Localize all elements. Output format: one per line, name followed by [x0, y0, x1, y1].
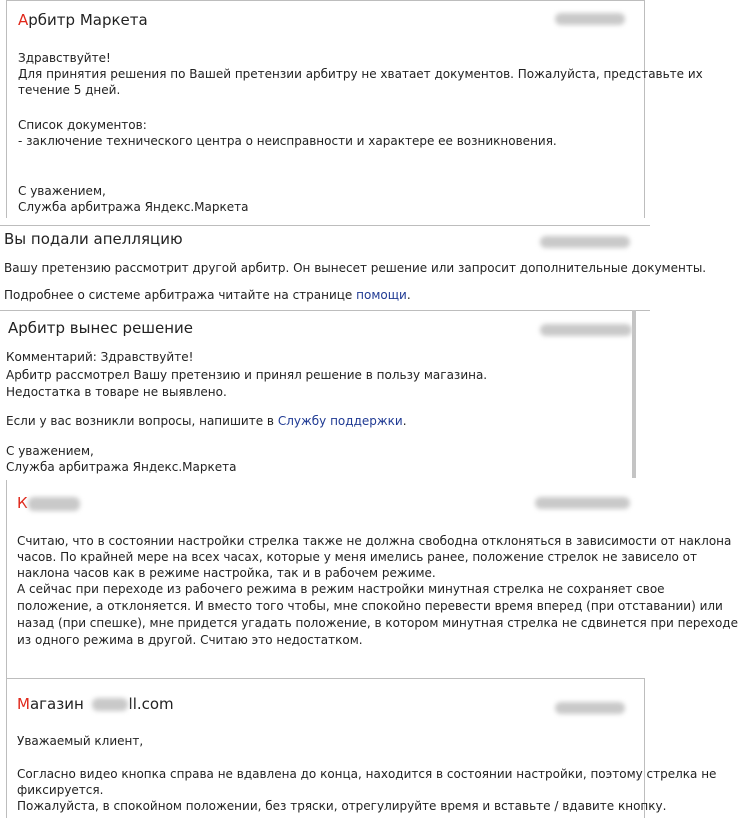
message-line: Считаю, что в состоянии настройки стрелка также не должна свободна отклоняться в зависимости от наклона — [17, 534, 732, 548]
documents-heading: Список документов: — [18, 118, 147, 132]
section-border-right — [632, 310, 636, 478]
appeal-help-text: Подробнее о системе арбитража читайте на странице помощи. — [4, 288, 411, 302]
message-line: А сейчас при переходе из рабочего режима в режим настройки минутная стрелка не сохраняет свое — [17, 582, 665, 596]
message-line: течение 5 дней. — [18, 83, 121, 97]
redacted-date — [555, 13, 625, 25]
decision-comment: Комментарий: Здравствуйте! — [6, 350, 194, 364]
message-line: Пожалуйста, в спокойном положении, без тряски, отрегулируйте время и вставьте / вдавите кнопку. — [17, 799, 667, 813]
message-line: Согласно видео кнопка справа не вдавлена до конца, находится в состоянии настройки, поэтому стрелка не — [17, 767, 717, 781]
redacted-name — [28, 497, 80, 511]
decision-line: Арбитр рассмотрел Вашу претензию и принял решение в пользу магазина. — [6, 368, 488, 382]
support-text: Если у вас возникли вопросы, напишите в Службу поддержки. — [6, 414, 407, 428]
section-border-left — [6, 480, 7, 700]
section-divider — [0, 310, 650, 311]
redacted-shop-name — [92, 698, 128, 711]
message-line: из одного режима в другой. Считаю это недостатком. — [17, 633, 363, 647]
message-line: Здравствуйте! — [18, 51, 111, 65]
redacted-date — [540, 236, 630, 248]
section-border-left — [6, 0, 7, 218]
help-link[interactable]: помощи — [356, 288, 407, 302]
arbiter-request-title: Арбитр Маркета — [18, 11, 148, 29]
section-border-top — [6, 0, 644, 1]
redacted-date — [535, 497, 630, 509]
redacted-date — [555, 702, 625, 714]
appeal-text: Вашу претензию рассмотрит другой арбитр. Он вынесет решение или запросит дополнительные документы. — [4, 261, 707, 275]
section-divider — [0, 225, 650, 226]
section-border-right — [644, 678, 645, 818]
customer-name: К — [17, 494, 28, 512]
signature-name: Служба арбитража Яндекс.Маркета — [18, 200, 249, 214]
section-divider — [6, 678, 644, 679]
section-border-right — [644, 0, 645, 218]
decision-title: Арбитр вынес решение — [8, 319, 194, 337]
section-border-left — [6, 700, 7, 818]
message-line: фиксируется. — [17, 783, 104, 797]
message-line: положение, а отклоняется. И вместо того чтобы, мне спокойно перевести время вперед (при отставании) или — [17, 599, 723, 613]
decision-line: Недостатка в товаре не выявлено. — [6, 385, 227, 399]
shop-title: Магазин ll.com — [17, 695, 174, 713]
message-line: Для принятия решения по Вашей претензии арбитру не хватает документов. Пожалуйста, представьте их — [18, 67, 703, 81]
signature-greeting: С уважением, — [6, 444, 94, 458]
message-line: назад (при спешке), мне придется угадать положение, в котором минутная стрелка не сдвинется при переходе — [17, 616, 738, 630]
redacted-date — [540, 324, 632, 336]
signature-name: Служба арбитража Яндекс.Маркета — [6, 460, 237, 474]
appeal-title: Вы подали апелляцию — [4, 230, 183, 248]
message-line: часов. По крайней мере на всех часах, которые у меня имелись ранее, положение стрелок не зависело от — [17, 550, 698, 564]
message-line: наклона часов как в режиме настройка, так и в рабочем режиме. — [17, 566, 436, 580]
document-item: - заключение технического центра о неисправности и характере ее возникновения. — [18, 134, 557, 148]
signature-greeting: С уважением, — [18, 184, 106, 198]
message-line: Уважаемый клиент, — [17, 734, 144, 748]
support-link[interactable]: Службу поддержки — [277, 414, 403, 428]
